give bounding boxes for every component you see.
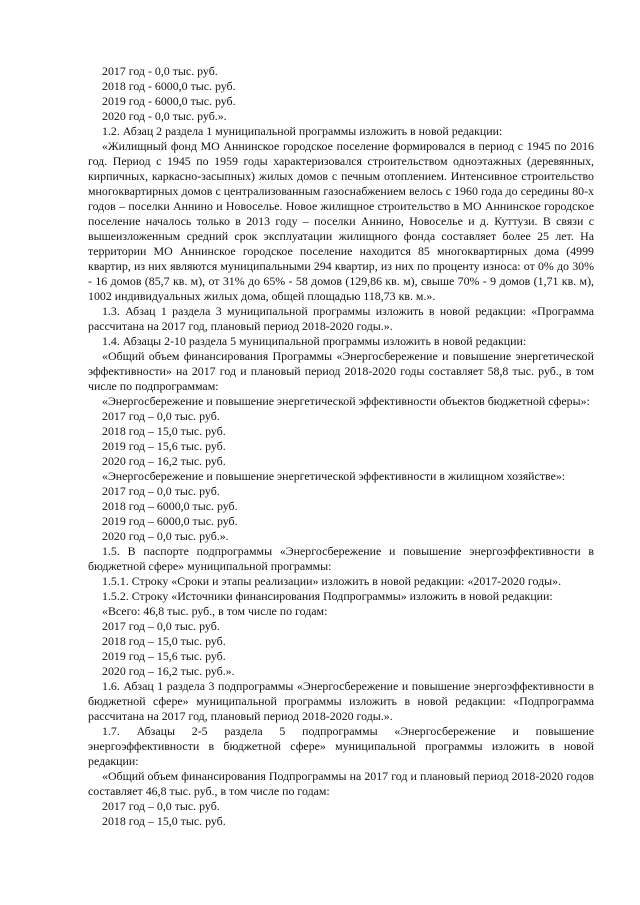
text-line: 2020 год – 0,0 тыс. руб.».: [102, 529, 229, 543]
text-line: 2018 год - 6000,0 тыс. руб.: [102, 79, 236, 93]
text-line: 1.5.2. Строку «Источники финансирования Подпрограммы» изложить в новой редакции:: [102, 589, 553, 603]
text-line: 2019 год - 6000,0 тыс. руб.: [102, 94, 236, 108]
text-line: 2018 год – 15,0 тыс. руб.: [102, 424, 226, 438]
paragraph: «Общий объем финансирования Подпрограммы на 2017 год и плановый период 2018-2020 годов составляет 46,8 тыс. руб., в том числе по годам:: [88, 769, 594, 798]
paragraph-heading: 1.4. Абзацы 2-10 раздела 5 муниципальной программы изложить в новой редакции:: [102, 334, 527, 348]
text-line: 2018 год – 15,0 тыс. руб.: [102, 814, 226, 828]
paragraph: 1.3. Абзац 1 раздела 3 муниципальной программы изложить в новой редакции: «Программа рассчитана на 2017 год, плановый период 2018-2020 годы.».: [88, 304, 594, 333]
paragraph: 1.7. Абзацы 2-5 раздела 5 подпрограммы «Энергосбережение и повышение энергоэффективности в бюджетной сфере» муниципальной программы изложить в новой редакции:: [88, 724, 594, 768]
text-line: 2020 год – 16,2 тыс. руб.».: [102, 664, 235, 678]
text-line: 2017 год - 0,0 тыс. руб.: [102, 64, 218, 78]
paragraph: «Общий объем финансирования Программы «Энергосбережение и повышение энергетической эффективности» на 2017 год и плановый период 2018-2020 годы составляет 58,8 тыс. руб., в том числе по подпрограммам:: [88, 349, 594, 393]
text-line: 2019 год – 15,6 тыс. руб.: [102, 649, 226, 663]
text-line: 1.5.1. Строку «Сроки и этапы реализации» изложить в новой редакции: «2017-2020 годы».: [102, 574, 562, 588]
text-line: «Энергосбережение и повышение энергетической эффективности в жилищном хозяйстве»:: [102, 469, 566, 483]
text-line: 2020 год - 0,0 тыс. руб.».: [102, 109, 227, 123]
paragraph: 1.6. Абзац 1 раздела 3 подпрограммы «Энергосбережение и повышение энергоэффективности в бюджетной сфере» муниципальной программы изложить в новой редакции: «Подпрограмма рассчитана на 2017 год, плановый период 2018-2020 годы.».: [88, 679, 594, 723]
document-body: [88, 64, 594, 829]
text-line: 2019 год – 15,6 тыс. руб.: [102, 439, 226, 453]
paragraph: «Энергосбережение и повышение энергетической эффективности объектов бюджетной сферы»:: [102, 394, 590, 408]
text-line: 2017 год – 0,0 тыс. руб.: [102, 799, 220, 813]
text-line: 2017 год – 0,0 тыс. руб.: [102, 484, 220, 498]
text-line: 2017 год – 0,0 тыс. руб.: [102, 409, 220, 423]
text-line: 2017 год – 0,0 тыс. руб.: [102, 619, 220, 633]
text-line: «Всего: 46,8 тыс. руб., в том числе по годам:: [102, 604, 328, 618]
paragraph: «Жилищный фонд МО Аннинское городское поселение формировался в период с 1945 по 2016 год. Период с 1945 по 1959 годы характеризовался строительством одноэтажных (деревянных, кирпичных, каркасно-засыпных) жилых домов с печным отоплением. Интенсивное строительство многоквартирных домов с централизованным газоснабжением велось с 1960 года до середины 80-х годов – поселки Аннино и Новоселье. Новое жилищное строительство в МО Аннинское городское поселение началось только в 2013 году – поселки Аннино, Новоселье и д. Куттузи. В связи с вышеизложенным средний срок эксплуатации жилищного фонда составляет более 25 лет. На территории МО Аннинское городское поселение находится 85 многоквартирных дома (4999 квартир, из них являются муниципальными 294 квартир, из них по проценту износа: от 0% до 30% - 16 домов (85,7 кв. м), от 31% до 65% - 58 домов (129,86 кв. м), свыше 70% - 9 домов (1,71 кв. м), 1002 индивидуальных жилых дома, общей площадью 118,73 кв. м.».: [88, 139, 594, 303]
paragraph: 1.5. В паспорте подпрограммы «Энергосбережение и повышение энергоэффективности в бюджетной сфере» муниципальной программы:: [88, 544, 594, 573]
paragraph-heading: 1.2. Абзац 2 раздела 1 муниципальной программы изложить в новой редакции:: [102, 124, 503, 138]
text-line: 2018 год – 6000,0 тыс. руб.: [102, 499, 238, 513]
text-line: 2020 год – 16,2 тыс. руб.: [102, 454, 226, 468]
text-line: 2019 год – 6000,0 тыс. руб.: [102, 514, 238, 528]
text-line: 2018 год – 15,0 тыс. руб.: [102, 634, 226, 648]
